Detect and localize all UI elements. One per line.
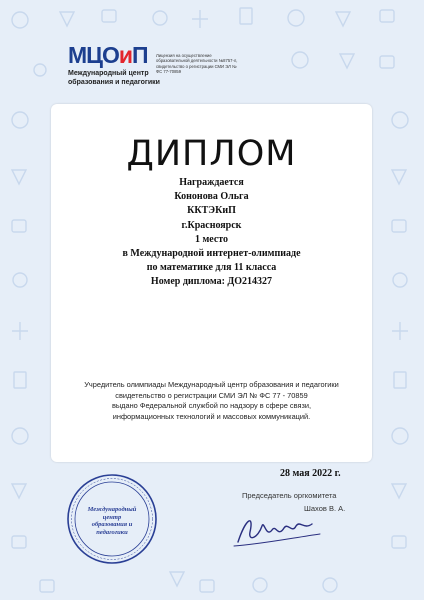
logo-subtitle-line: образования и педагогики <box>68 79 160 86</box>
diploma-title: ДИПЛОМ <box>126 134 297 174</box>
organizer-line: информационных технологий и массовых коммуникаций. <box>112 411 311 421</box>
license-text: Лицензия на осуществление образовательной деятельности №8757-л, свидетельство о регистрации СМИ ЭЛ № ФС 77-70859 <box>156 53 238 75</box>
award-text <box>51 176 372 290</box>
diploma-sheet <box>51 104 372 462</box>
logo-subtitle <box>68 69 160 87</box>
award-line: Номер диплома: ДО214327 <box>150 276 273 288</box>
award-line: Награждается <box>179 177 244 188</box>
logo <box>68 42 238 92</box>
signature <box>232 508 322 552</box>
award-line: г.Красноярск <box>181 219 242 231</box>
chair-name: Шахов В. А. <box>304 504 346 513</box>
award-line: Кононова Ольга <box>174 191 249 203</box>
award-line: по математике для 11 класса <box>146 262 277 274</box>
stamp-line: Международный <box>87 506 137 513</box>
organizer-text <box>51 380 372 422</box>
logo-name-end: П <box>132 42 148 68</box>
logo-name <box>68 42 148 68</box>
logo-name-main: МЦО <box>68 42 119 68</box>
stamp-line: педагогики <box>96 528 128 536</box>
stamp-line: образования и <box>91 521 133 529</box>
chair-title: Председатель оргкомитета <box>242 491 337 500</box>
logo-subtitle-line: Международный центр <box>68 70 149 77</box>
stamp-line: центр <box>102 513 122 521</box>
stamp-text <box>82 506 142 536</box>
award-line: ККТЭКиП <box>187 205 236 217</box>
organizer-line: выдано Федеральной службой по надзору в сфере связи, <box>111 401 312 410</box>
award-line: 1 место <box>194 233 229 245</box>
award-line: в Международной интернет-олимпиаде <box>122 248 301 260</box>
logo-name-accent: и <box>118 42 132 68</box>
organizer-line: свидетельство о регистрации СМИ ЭЛ № ФС 77 - 70859 <box>115 390 308 400</box>
organizer-line: Учредитель олимпиады Международный центр образования и педагогики <box>84 380 339 389</box>
diploma-date: 28 мая 2022 г. <box>280 468 341 479</box>
